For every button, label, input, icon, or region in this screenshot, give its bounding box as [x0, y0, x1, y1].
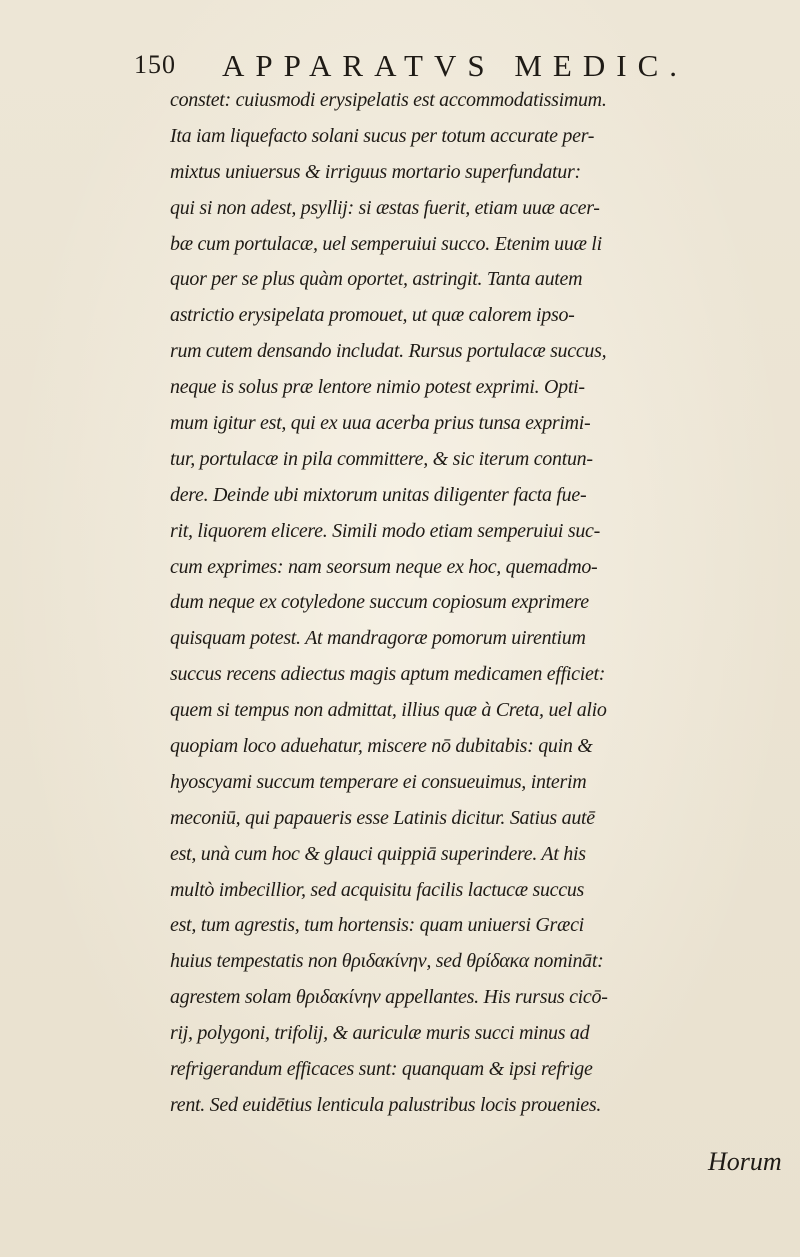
text-line: rum cutem densando includat. Rursus portulacæ succus,	[170, 340, 607, 363]
text-line: mum igitur est, qui ex uua acerba prius tunsa exprimi-	[170, 412, 591, 435]
text-line: succus recens adiectus magis aptum medicamen efficiet:	[170, 663, 606, 686]
text-line: est, tum agrestis, tum hortensis: quam uniuersi Græci	[170, 914, 584, 937]
text-line: Ita iam liquefacto solani sucus per totum accurate per-	[170, 124, 595, 147]
text-line: refrigerandum efficaces sunt: quanquam & ipsi refrige	[170, 1058, 593, 1081]
text-line: quem si tempus non admittat, illius quæ à Creta, uel alio	[170, 699, 607, 722]
text-line: meconiū, qui papaueris esse Latinis dicitur. Satius autē	[170, 806, 595, 829]
text-line: cum exprimes: nam seorsum neque ex hoc, quemadmo-	[170, 555, 598, 578]
text-line: tur, portulacæ in pila committere, & sic iterum contun-	[170, 447, 593, 470]
page-header	[134, 44, 754, 86]
body-text	[170, 83, 790, 1124]
text-line: rij, polygoni, trifolij, & auriculæ muris succi minus ad	[170, 1022, 590, 1045]
page-number: 150	[134, 50, 176, 79]
running-head: APPARATVS MEDIC.	[222, 48, 688, 83]
text-line: hyoscyami succum temperare ei consueuimus, interim	[170, 770, 587, 793]
text-line: multò imbecillior, sed acquisitu facilis lactucæ succus	[170, 878, 585, 901]
text-line: qui si non adest, psyllij: si æstas fuerit, etiam uuæ acer-	[170, 196, 600, 219]
text-line: est, unà cum hoc & glauci quippiā superindere. At his	[170, 842, 586, 865]
text-line: rent. Sed euidētius lenticula palustribus locis prouenies.	[170, 1093, 602, 1116]
text-line: huius tempestatis non θριδακίνην, sed θρίδακα nomināt:	[170, 950, 604, 973]
text-line: bæ cum portulacæ, uel semperuiui succo. Etenim uuæ li	[170, 232, 602, 255]
text-line: quor per se plus quàm oportet, astringit. Tanta autem	[170, 268, 583, 291]
text-line: quopiam loco aduehatur, miscere nō dubitabis: quin &	[170, 735, 593, 758]
text-line: mixtus uniuersus & irriguus mortario superfundatur:	[170, 160, 581, 183]
text-line: rit, liquorem elicere. Simili modo etiam semperuiui suc-	[170, 519, 600, 542]
text-line: neque is solus præ lentore nimio potest exprimi. Opti-	[170, 376, 585, 399]
text-line: dum neque ex cotyledone succum copiosum exprimere	[170, 591, 589, 614]
catchword: Horum	[708, 1147, 782, 1176]
text-line: agrestem solam θριδακίνην appellantes. His rursus cicō-	[170, 986, 608, 1009]
text-line: constet: cuiusmodi erysipelatis est accommodatissimum.	[170, 89, 607, 111]
text-line: dere. Deinde ubi mixtorum unitas diligenter facta fue-	[170, 483, 587, 506]
text-line: quisquam potest. At mandragoræ pomorum uirentium	[170, 627, 586, 650]
text-line: astrictio erysipelata promouet, ut quæ calorem ipso-	[170, 304, 575, 327]
